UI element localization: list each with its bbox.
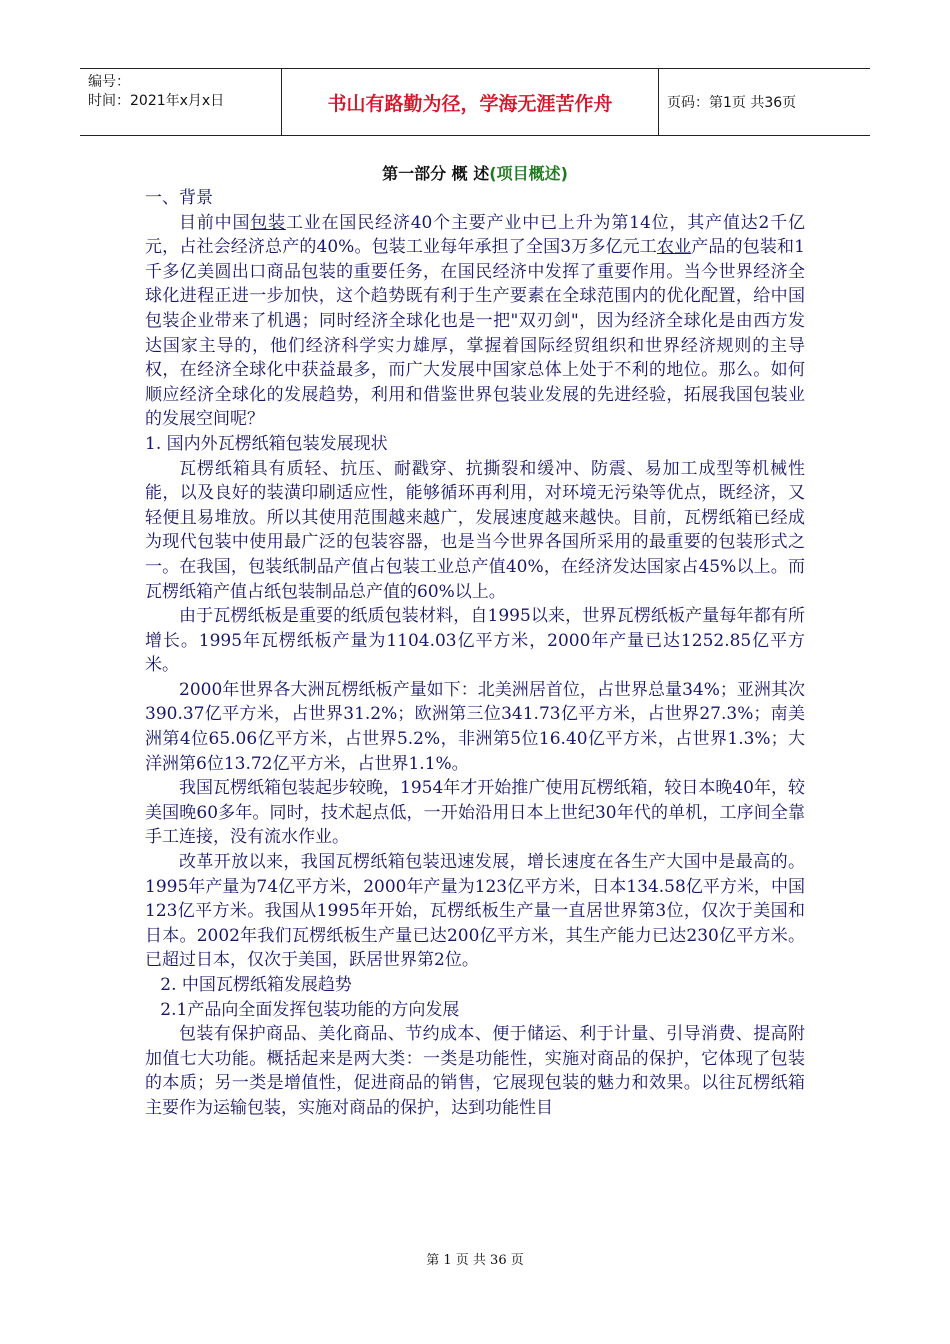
section-heading-status: 1. 国内外瓦楞纸箱包装发展现状	[145, 433, 388, 454]
page-title	[0, 161, 950, 184]
subsection-heading-functions: 2.1产品向全面发挥包装功能的方向发展	[160, 999, 460, 1020]
header-meta	[80, 69, 282, 135]
link-agriculture[interactable]: 农业	[656, 237, 692, 258]
paragraph-corrugated-intro: 瓦楞纸箱具有质轻、抗压、耐戳穿、抗撕裂和缓冲、防震、易加工成型等机械性能，以及良好的装潢印刷适应性，能够循环再利用，对环境无污染等优点，既经济，又轻便且易堆放。所以其使用范围越来越广，发展速度越来越快。目前，瓦楞纸箱已经成为现代包装中使用最广泛的包装容器，也是当今世界各国所采用的最重要的包装形式之一。在我国，包装纸制品产值占包装工业总产值40%，在经济发达国家占45%以上。而瓦楞纸箱产值占纸包装制品总产值的60%以上。	[145, 458, 805, 602]
paragraph-reform-growth: 改革开放以来，我国瓦楞纸箱包装迅速发展，增长速度在各生产大国中是最高的。1995年产量为74亿平方米，2000年产量为123亿平方米，日本134.58亿平方米，中国123亿平方米。我国从1995年开始，瓦楞纸板生产量一直居世界第3位，仅次于美国和日本。2002年我们瓦楞纸板生产量已达200亿平方米，其生产能力已达230亿平方米。已超过日本，仅次于美国，跃居世界第2位。	[145, 852, 805, 971]
paragraph-continent-output: 2000年世界各大洲瓦楞纸板产量如下：北美洲居首位，占世界总量34%；亚洲其次390.37亿平方米，占世界31.2%；欧洲第三位341.73亿平方米，占世界27.3%；南美洲第4位65.06亿平方米，占世界5.2%，非洲第5位16.40亿平方米，占世界1.3%；大洋洲第6位13.72亿平方米，占世界1.1%。	[145, 679, 805, 774]
header-motto: 书山有路勤为径，学海无涯苦作舟	[282, 69, 659, 135]
doc-number-label: 编号：	[88, 74, 130, 90]
paragraph-world-output: 由于瓦楞纸板是重要的纸质包装材料，自1995以来，世界瓦楞纸板产量每年都有所增长。1995年瓦楞纸板产量为1104.03亿平方米，2000年产量已达1252.85亿平方米。	[145, 606, 805, 676]
header-table	[80, 68, 870, 136]
page-title-main: 第一部分 概 述	[382, 164, 490, 183]
paragraph-text: 目前中国	[179, 212, 251, 233]
page-title-sub: (项目概述)	[489, 164, 568, 183]
page-footer: 第 1 页 共 36 页	[426, 1253, 524, 1268]
document-body	[145, 186, 805, 1121]
paragraph-functions: 包装有保护商品、美化商品、节约成本、便于储运、利于计量、引导消费、提高附加值七大功能。概括起来是两大类：一类是功能性，实施对商品的保护，它体现了包装的本质；另一类是增值性，促进商品的销售，它展现包装的魅力和效果。以往瓦楞纸箱主要作为运输包装，实施对商品的保护，达到功能性目	[145, 1024, 805, 1118]
section-heading-background: 一、背景	[145, 188, 213, 208]
header-page-info: 页码：第1页 共36页	[667, 95, 797, 111]
paragraph-china-history: 我国瓦楞纸箱包装起步较晚，1954年才开始推广使用瓦楞纸箱，较日本晚40年，较美国晚60多年。同时，技术起点低，一开始沿用日本上世纪30年代的单机，工序间全靠手工连接，没有流水作业。	[145, 778, 805, 848]
section-heading-trends: 2. 中国瓦楞纸箱发展趋势	[160, 975, 352, 995]
paragraph-background	[145, 211, 805, 432]
doc-time-label: 时间：2021年x月x日	[88, 93, 225, 109]
paragraph-text: 产品的包装和1千多亿美圆出口商品包装的重要任务，在国民经济中发挥了重要作用。当今世界经济全球化进程正进一步加快，这个趋势既有利于生产要素在全球范围内的优化配置，给中国包装企业带来了机遇；同时经济全球化也是一把"双刃剑"，因为经济全球化是由西方发达国家主导的，他们经济科学实力雄厚，掌握着国际经贸组织和世界经济规则的主导权，在经济全球化中获益最多，而广大发展中国家总体上处于不利的地位。那么。如何顺应经济全球化的发展趋势，利用和借鉴世界包装业发展的先进经验，拓展我国包装业的发展空间呢？	[145, 237, 805, 430]
link-packaging[interactable]: 包装	[250, 212, 286, 233]
paragraph-text: 工业在国民经济40个主要产业中已上升为第14位，其产值达2千亿元，占社会经济总产的40%。包装工业每年承担了全国3万多亿元工	[145, 212, 806, 258]
